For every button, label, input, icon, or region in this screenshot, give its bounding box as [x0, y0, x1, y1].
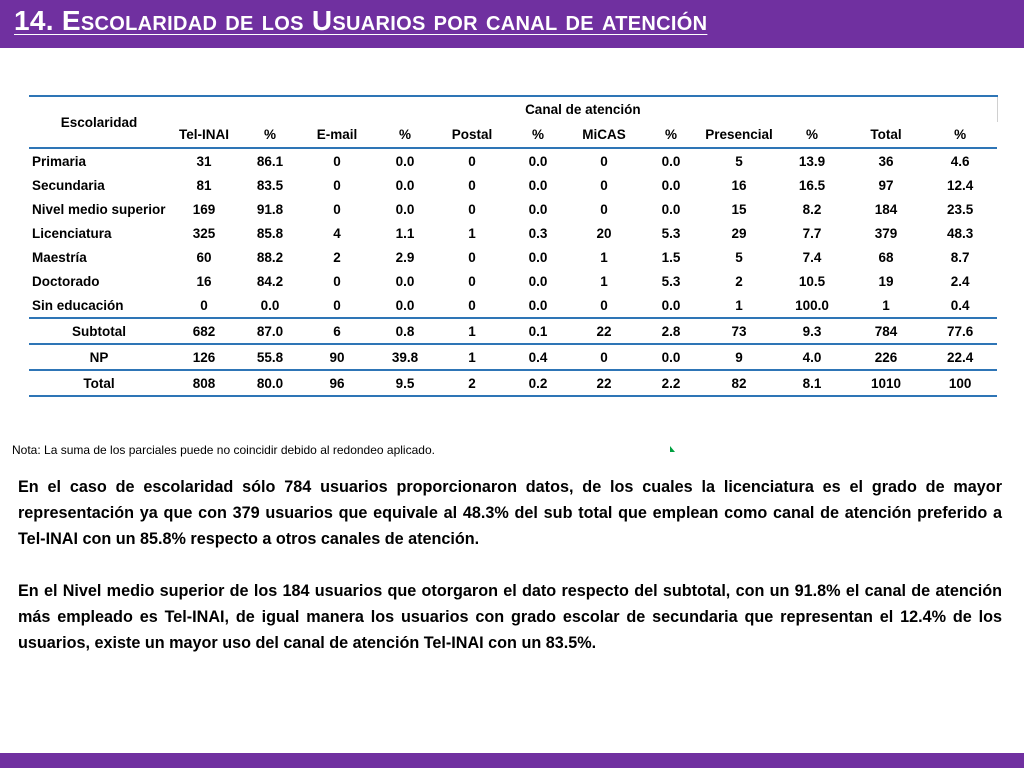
table-cell: 0: [333, 201, 341, 217]
table-cell: 0.0: [395, 273, 415, 289]
table-cell: 22: [569, 318, 639, 344]
table-cell: 9.5: [373, 370, 437, 396]
table-cell: 1.5: [661, 249, 681, 265]
row-label: Sin educación: [32, 297, 124, 313]
table-cell: 4.0: [775, 344, 849, 370]
column-header: Presencial: [703, 122, 775, 148]
table-cell: 23.5: [946, 201, 974, 217]
escolaridad-table: [29, 95, 998, 397]
column-header: MiCAS: [569, 122, 639, 148]
table-cell: 0.0: [260, 297, 280, 313]
column-header: E-mail: [301, 122, 373, 148]
column-header: %: [923, 122, 997, 148]
table-cell: 0: [333, 177, 341, 193]
table-cell: 0.0: [661, 297, 681, 313]
table-cell: 85.8: [256, 225, 284, 241]
table-cell: 0.0: [528, 201, 548, 217]
table-cell: 0.0: [639, 344, 703, 370]
table-cell: 808: [169, 370, 239, 396]
table-cell: 82: [703, 370, 775, 396]
table-cell: 7.7: [802, 225, 822, 241]
table-row: [29, 269, 997, 293]
table-cell: 97: [878, 177, 894, 193]
table-cell: 0: [333, 153, 341, 169]
corner-header: Escolaridad: [29, 96, 169, 148]
table-row: [29, 318, 997, 344]
table-cell: 1.1: [395, 225, 415, 241]
column-header: %: [507, 122, 569, 148]
table-cell: 9.3: [775, 318, 849, 344]
bottom-bar: [0, 753, 1024, 768]
table-cell: 2.9: [395, 249, 415, 265]
column-header: Tel-INAI: [169, 122, 239, 148]
table-cell: 0.0: [395, 297, 415, 313]
table-cell: 0.0: [395, 201, 415, 217]
slide-title: 14. Escolaridad de los Usuarios por canal de atención: [14, 5, 708, 36]
table-cell: 22: [569, 370, 639, 396]
table-row: [29, 344, 997, 370]
table-cell: 0: [569, 344, 639, 370]
table-cell: 88.2: [256, 249, 284, 265]
table-cell: 2.2: [639, 370, 703, 396]
table-cell: 0: [468, 249, 476, 265]
table-cell: 36: [878, 153, 894, 169]
table-cell: 0: [200, 297, 208, 313]
table-cell: 0: [468, 177, 476, 193]
table-cell: 379: [874, 225, 898, 241]
table-cell: 90: [301, 344, 373, 370]
table-row: [29, 293, 997, 318]
table-cell: 0: [468, 297, 476, 313]
table-cell: 1: [600, 273, 608, 289]
table-cell: 8.1: [775, 370, 849, 396]
table-cell: 48.3: [946, 225, 974, 241]
row-label: Maestría: [32, 249, 87, 265]
table-cell: 0: [600, 201, 608, 217]
table-cell: 784: [849, 318, 923, 344]
table-cell: 7.4: [802, 249, 822, 265]
table-cell: 16: [196, 273, 212, 289]
table-cell: 22.4: [923, 344, 997, 370]
table-cell: 0.0: [528, 273, 548, 289]
table-cell: 184: [874, 201, 898, 217]
column-header: Postal: [437, 122, 507, 148]
table-cell: 83.5: [256, 177, 284, 193]
table-cell: 0: [333, 297, 341, 313]
table-cell: 6: [301, 318, 373, 344]
table-cell: 2: [437, 370, 507, 396]
table-cell: 0: [600, 153, 608, 169]
table-cell: 5: [735, 249, 743, 265]
table-cell: 100.0: [795, 297, 829, 313]
table-cell: 169: [192, 201, 216, 217]
table-cell: 39.8: [373, 344, 437, 370]
table-row: [29, 370, 997, 396]
table-cell: 1: [468, 225, 476, 241]
table-cell: 8.2: [802, 201, 822, 217]
table-cell: 86.1: [256, 153, 284, 169]
table-row: [29, 197, 997, 221]
column-header-row: [29, 122, 997, 148]
table-cell: 226: [849, 344, 923, 370]
row-label: Licenciatura: [32, 225, 112, 241]
table-cell: 60: [196, 249, 212, 265]
table-cell: 29: [731, 225, 747, 241]
column-header: %: [239, 122, 301, 148]
table-cell: 0.0: [528, 297, 548, 313]
table-cell: 2: [735, 273, 743, 289]
table-cell: 126: [169, 344, 239, 370]
table-row: [29, 221, 997, 245]
table-cell: 0.0: [661, 201, 681, 217]
table-cell: 12.4: [946, 177, 974, 193]
table-cell: 0.0: [528, 153, 548, 169]
table-cell: 77.6: [923, 318, 997, 344]
table-body: [29, 148, 997, 396]
table-row: [29, 148, 997, 173]
table-cell: 0.3: [528, 225, 548, 241]
paragraph-1: En el caso de escolaridad sólo 784 usuarios proporcionaron datos, de los cuales la licenciatura es el grado de mayor representación ya que con 379 usuarios que equivale al 48.3% del sub total que emplean como canal de atención preferido a Tel-INAI con un 85.8% respecto a otros canales de atención.: [18, 478, 1002, 548]
table-row: [29, 245, 997, 269]
table-cell: 0.8: [373, 318, 437, 344]
column-header: %: [639, 122, 703, 148]
table-cell: 0.0: [528, 177, 548, 193]
row-label: Total: [29, 370, 169, 396]
table-cell: 4.6: [950, 153, 970, 169]
table-cell: 0.0: [528, 249, 548, 265]
table-cell: 1: [600, 249, 608, 265]
table-cell: 2.8: [639, 318, 703, 344]
column-header: %: [373, 122, 437, 148]
table-cell: 5.3: [661, 273, 681, 289]
table-cell: 81: [196, 177, 212, 193]
table-cell: 0: [468, 153, 476, 169]
table-cell: 73: [703, 318, 775, 344]
table-cell: 5: [735, 153, 743, 169]
row-label: Secundaria: [32, 177, 105, 193]
table-cell: 1: [437, 344, 507, 370]
title-bar: [0, 0, 1024, 48]
table-cell: 0: [333, 273, 341, 289]
table-cell: 68: [878, 249, 894, 265]
table-cell: 2: [333, 249, 341, 265]
table-cell: 55.8: [239, 344, 301, 370]
table-cell: 0.0: [661, 153, 681, 169]
table-cell: 682: [169, 318, 239, 344]
table-cell: 100: [923, 370, 997, 396]
table-cell: 0: [468, 273, 476, 289]
table-cell: 0: [600, 297, 608, 313]
row-label: Doctorado: [32, 273, 100, 289]
row-label: NP: [29, 344, 169, 370]
table-cell: 1: [882, 297, 890, 313]
table-cell: 15: [731, 201, 747, 217]
table-cell: 0.0: [395, 177, 415, 193]
table-cell: 16: [731, 177, 747, 193]
table-cell: 0.4: [507, 344, 569, 370]
table-cell: 16.5: [798, 177, 826, 193]
table-cell: 91.8: [256, 201, 284, 217]
table-cell: 0.4: [950, 297, 970, 313]
column-header: %: [775, 122, 849, 148]
table-cell: 1010: [849, 370, 923, 396]
table-cell: 87.0: [239, 318, 301, 344]
row-label: Subtotal: [29, 318, 169, 344]
table-cell: 10.5: [798, 273, 826, 289]
table-cell: 0.0: [395, 153, 415, 169]
table-cell: 13.9: [798, 153, 826, 169]
table-cell: 1: [437, 318, 507, 344]
table-cell: 84.2: [256, 273, 284, 289]
table-cell: 9: [703, 344, 775, 370]
table-cell: 31: [196, 153, 212, 169]
table-row: [29, 173, 997, 197]
table-cell: 1: [735, 297, 743, 313]
table-cell: 19: [878, 273, 894, 289]
table-note: Nota: La suma de los parciales puede no coincidir debido al redondeo aplicado.: [12, 443, 435, 457]
column-header: Total: [849, 122, 923, 148]
table-cell: 80.0: [239, 370, 301, 396]
table-cell: 8.7: [950, 249, 970, 265]
group-header: Canal de atención: [169, 96, 997, 122]
paragraph-2: En el Nivel medio superior de los 184 usuarios que otorgaron el dato respecto del subtotal, con un 91.8% el canal de atención más empleado es Tel-INAI, de igual manera los usuarios con grado escolar de secundaria que representan el 12.4% de los usuarios, existe un mayor uso del canal de atención Tel-INAI con un 83.5%.: [18, 582, 1002, 652]
table-cell: 2.4: [950, 273, 970, 289]
table-cell: 325: [192, 225, 216, 241]
table-cell: 0: [600, 177, 608, 193]
table-cell: 96: [301, 370, 373, 396]
table-cell: 5.3: [661, 225, 681, 241]
table-cell: 0.1: [507, 318, 569, 344]
table-cell: 0.0: [661, 177, 681, 193]
table-cell: 0: [468, 201, 476, 217]
data-table-container: [29, 95, 997, 397]
table-cell: 4: [333, 225, 341, 241]
cell-marker-triangle: [670, 446, 675, 452]
table-cell: 20: [596, 225, 612, 241]
table-cell: 0.2: [507, 370, 569, 396]
row-label: Primaria: [32, 153, 87, 169]
row-label: Nivel medio superior: [32, 201, 166, 217]
